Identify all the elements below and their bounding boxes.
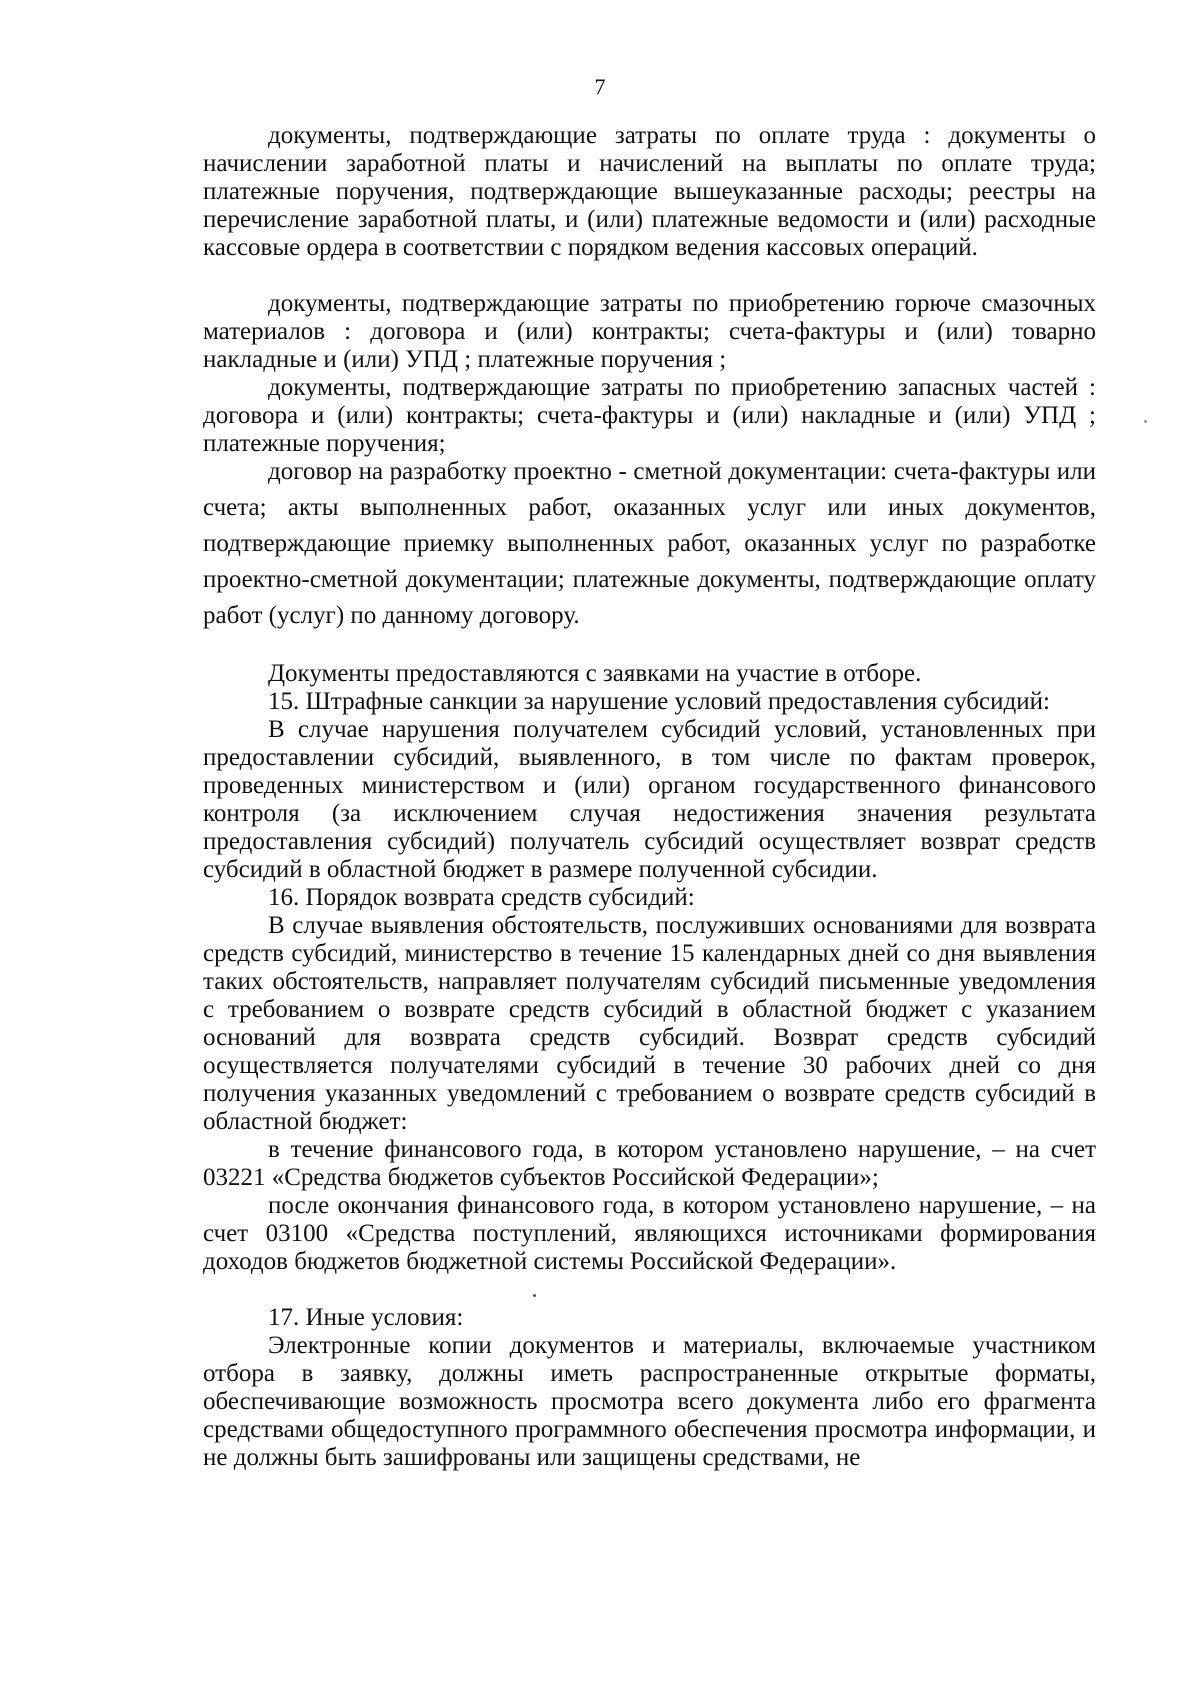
paragraph-documents-submitted: Документы предоставляются с заявками на участие в отборе. xyxy=(268,660,922,687)
section-17-heading: 17. Иные условия: xyxy=(268,1304,464,1331)
paragraph-account-03100: после окончания финансового года, в котором установлено нарушение, – на счет 03100 «Средства поступлений, являющихся источниками формирования доходов бюджетов бюджетной системы Российской Федерации». xyxy=(203,1192,1096,1275)
paragraph-labor-costs: документы, подтверждающие затраты по оплате труда : документы о начислении заработной платы и начислений на выплаты по оплате труда; платежные поручения, подтверждающие вышеуказанные расходы; реестры на перечисление заработной платы, и (или) платежные ведомости и (или) расходные кассовые ордера в соответствии с порядком ведения кассовых операций. xyxy=(203,122,1096,261)
section-15-heading: 15. Штрафные санкции за нарушение условий предоставления субсидий: xyxy=(268,688,1050,715)
paragraph-penalties: В случае нарушения получателем субсидий условий, установленных при предоставлении субсидий, выявленного, в том числе по фактам проверок, проведенных министерством и (или) органом государственного финансового контроля (за исключением случая недостижения значения результата предоставления субсидий) получатель субсидий осуществляет возврат средств субсидий в областной бюджет в размере полученной субсидии. xyxy=(203,716,1096,883)
paragraph-spare-parts: документы, подтверждающие затраты по приобретению запасных частей : договора и (или) контракты; счета-фактуры и (или) накладные и (или) УПД ; платежные поручения; xyxy=(203,374,1096,457)
page-number: 7 xyxy=(594,74,606,99)
paragraph-design-contract: договор на разработку проектно - сметной документации: счета-фактуры или счета; акты выполненных работ, оказанных услуг или иных документов, подтверждающие приемку выполненных работ, оказанных услуг по разработке проектно-сметной документации; платежные документы, подтверждающие оплату работ (услуг) по данному договору. xyxy=(203,458,1096,629)
paragraph-account-03221: в течение финансового года, в котором установлено нарушение, – на счет 03221 «Средства бюджетов субъектов Российской Федерации»; xyxy=(203,1136,1096,1191)
paragraph-electronic-copies: Электронные копии документов и материалы, включаемые участником отбора в заявку, должны иметь распространенные открытые форматы, обеспечивающие возможность просмотра всего документа либо его фрагмента средствами общедоступного программного обеспечения просмотра информации, и не должны быть зашифрованы или защищены средствами, не xyxy=(203,1332,1096,1471)
paragraph-fuel-costs: документы, подтверждающие затраты по приобретению горюче смазочных материалов : договора и (или) контракты; счета-фактуры и (или) товарно накладные и (или) УПД ; платежные поручения ; xyxy=(203,290,1096,373)
section-16-heading: 16. Порядок возврата средств субсидий: xyxy=(268,884,695,911)
scan-speck xyxy=(533,1294,536,1297)
paragraph-refund-procedure: В случае выявления обстоятельств, послуживших основаниями для возврата средств субсидий, министерство в течение 15 календарных дней со дня выявления таких обстоятельств, направляет получателям субсидий письменные уведомления с требованием о возврате средств субсидий в областной бюджет с указанием оснований для возврата средств субсидий. Возврат средств субсидий осуществляется получателями субсидий в течение 30 рабочих дней со дня получения указанных уведомлений с требованием о возврате средств субсидий в областной бюджет: xyxy=(203,912,1096,1135)
scan-speck-margin xyxy=(1144,420,1147,423)
